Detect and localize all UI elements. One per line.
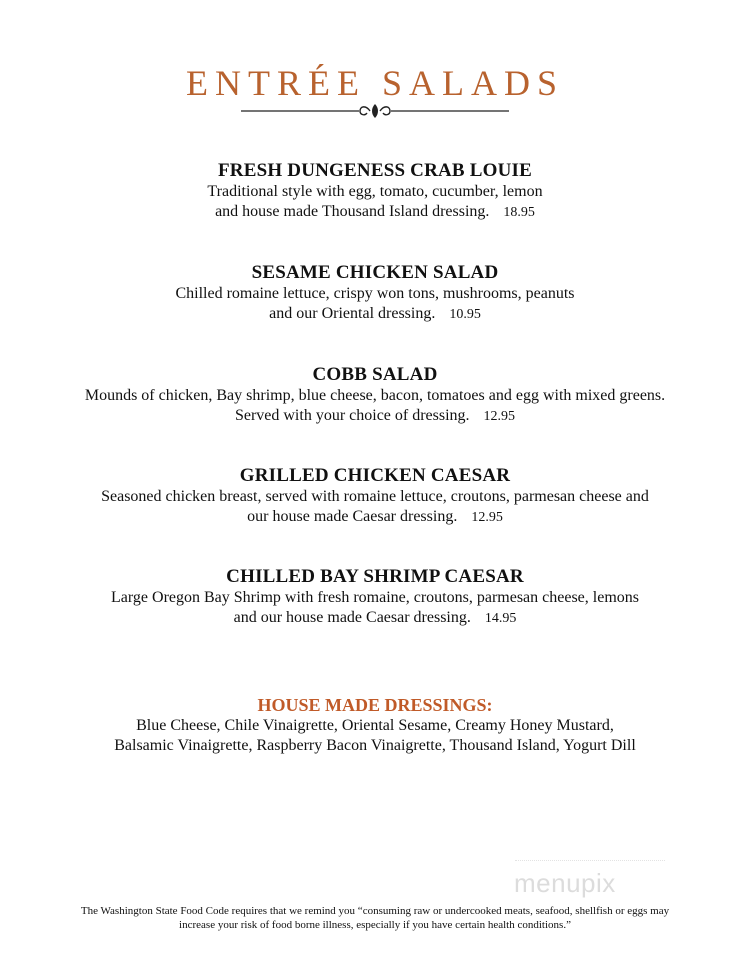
item-price: 12.95 xyxy=(471,509,503,525)
item-name: CHILLED BAY SHRIMP CAESAR xyxy=(226,566,524,587)
dressings-line2: Balsamic Vinaigrette, Raspberry Bacon Vinaigrette, Thousand Island, Yogurt Dill xyxy=(114,736,636,754)
item-desc-line1: Seasoned chicken breast, served with romaine lettuce, croutons, parmesan cheese and xyxy=(101,488,649,505)
item-desc-line2: and our Oriental dressing. xyxy=(269,304,436,322)
item-desc-line2: our house made Caesar dressing. xyxy=(247,507,458,525)
item-price: 12.95 xyxy=(483,408,516,424)
item-desc-line1: Large Oregon Bay Shrimp with fresh romaine, croutons, parmesan cheese, lemons xyxy=(111,589,639,606)
menu-item-cobb-salad xyxy=(0,364,750,426)
item-name: FRESH DUNGENESS CRAB LOUIE xyxy=(217,160,532,181)
item-description xyxy=(0,182,750,202)
menu-item-grilled-chicken-caesar xyxy=(0,465,750,527)
flourish-divider-icon xyxy=(241,102,509,120)
disclaimer-line2: increase your risk of food borne illness, especially if you have certain health conditions.” xyxy=(179,919,571,931)
item-desc-line1: Traditional style with egg, tomato, cucumber, lemon xyxy=(207,183,543,200)
dressings-title: HOUSE MADE DRESSINGS: xyxy=(257,695,493,715)
food-code-disclaimer xyxy=(0,904,750,932)
dressings-line1: Blue Cheese, Chile Vinaigrette, Oriental Sesame, Creamy Honey Mustard, xyxy=(136,717,614,734)
item-desc-line1: Mounds of chicken, Bay shrimp, blue cheese, bacon, tomatoes and egg with mixed greens. xyxy=(84,387,666,404)
item-price: 18.95 xyxy=(503,204,535,220)
menu-item-bay-shrimp-caesar xyxy=(0,566,750,628)
disclaimer-line1: The Washington State Food Code requires that we remind you “consuming raw or undercooked meats, seafood, shellfish or eggs may xyxy=(80,905,670,917)
item-desc-line1: Chilled romaine lettuce, crispy won tons, mushrooms, peanuts xyxy=(175,285,575,302)
item-desc-line2: and our house made Caesar dressing. xyxy=(233,608,471,626)
page-title: ENTRÉE SALADS xyxy=(186,63,564,103)
item-name: COBB SALAD xyxy=(312,364,438,385)
item-desc-line2: and house made Thousand Island dressing. xyxy=(215,202,490,220)
item-name: GRILLED CHICKEN CAESAR xyxy=(239,465,511,486)
menu-item-sesame-chicken xyxy=(0,262,750,324)
item-description xyxy=(0,284,750,304)
item-price: 10.95 xyxy=(449,306,481,322)
menu-item-crab-louie xyxy=(0,160,750,222)
item-name: SESAME CHICKEN SALAD xyxy=(251,262,499,283)
watermark-rule xyxy=(515,860,665,862)
menupix-watermark: menupix xyxy=(514,868,616,898)
item-price: 14.95 xyxy=(484,610,517,626)
house-dressings-section xyxy=(0,694,750,755)
item-description xyxy=(0,588,750,608)
item-description xyxy=(0,487,750,507)
item-description xyxy=(0,386,750,406)
item-desc-line2: Served with your choice of dressing. xyxy=(234,406,470,424)
